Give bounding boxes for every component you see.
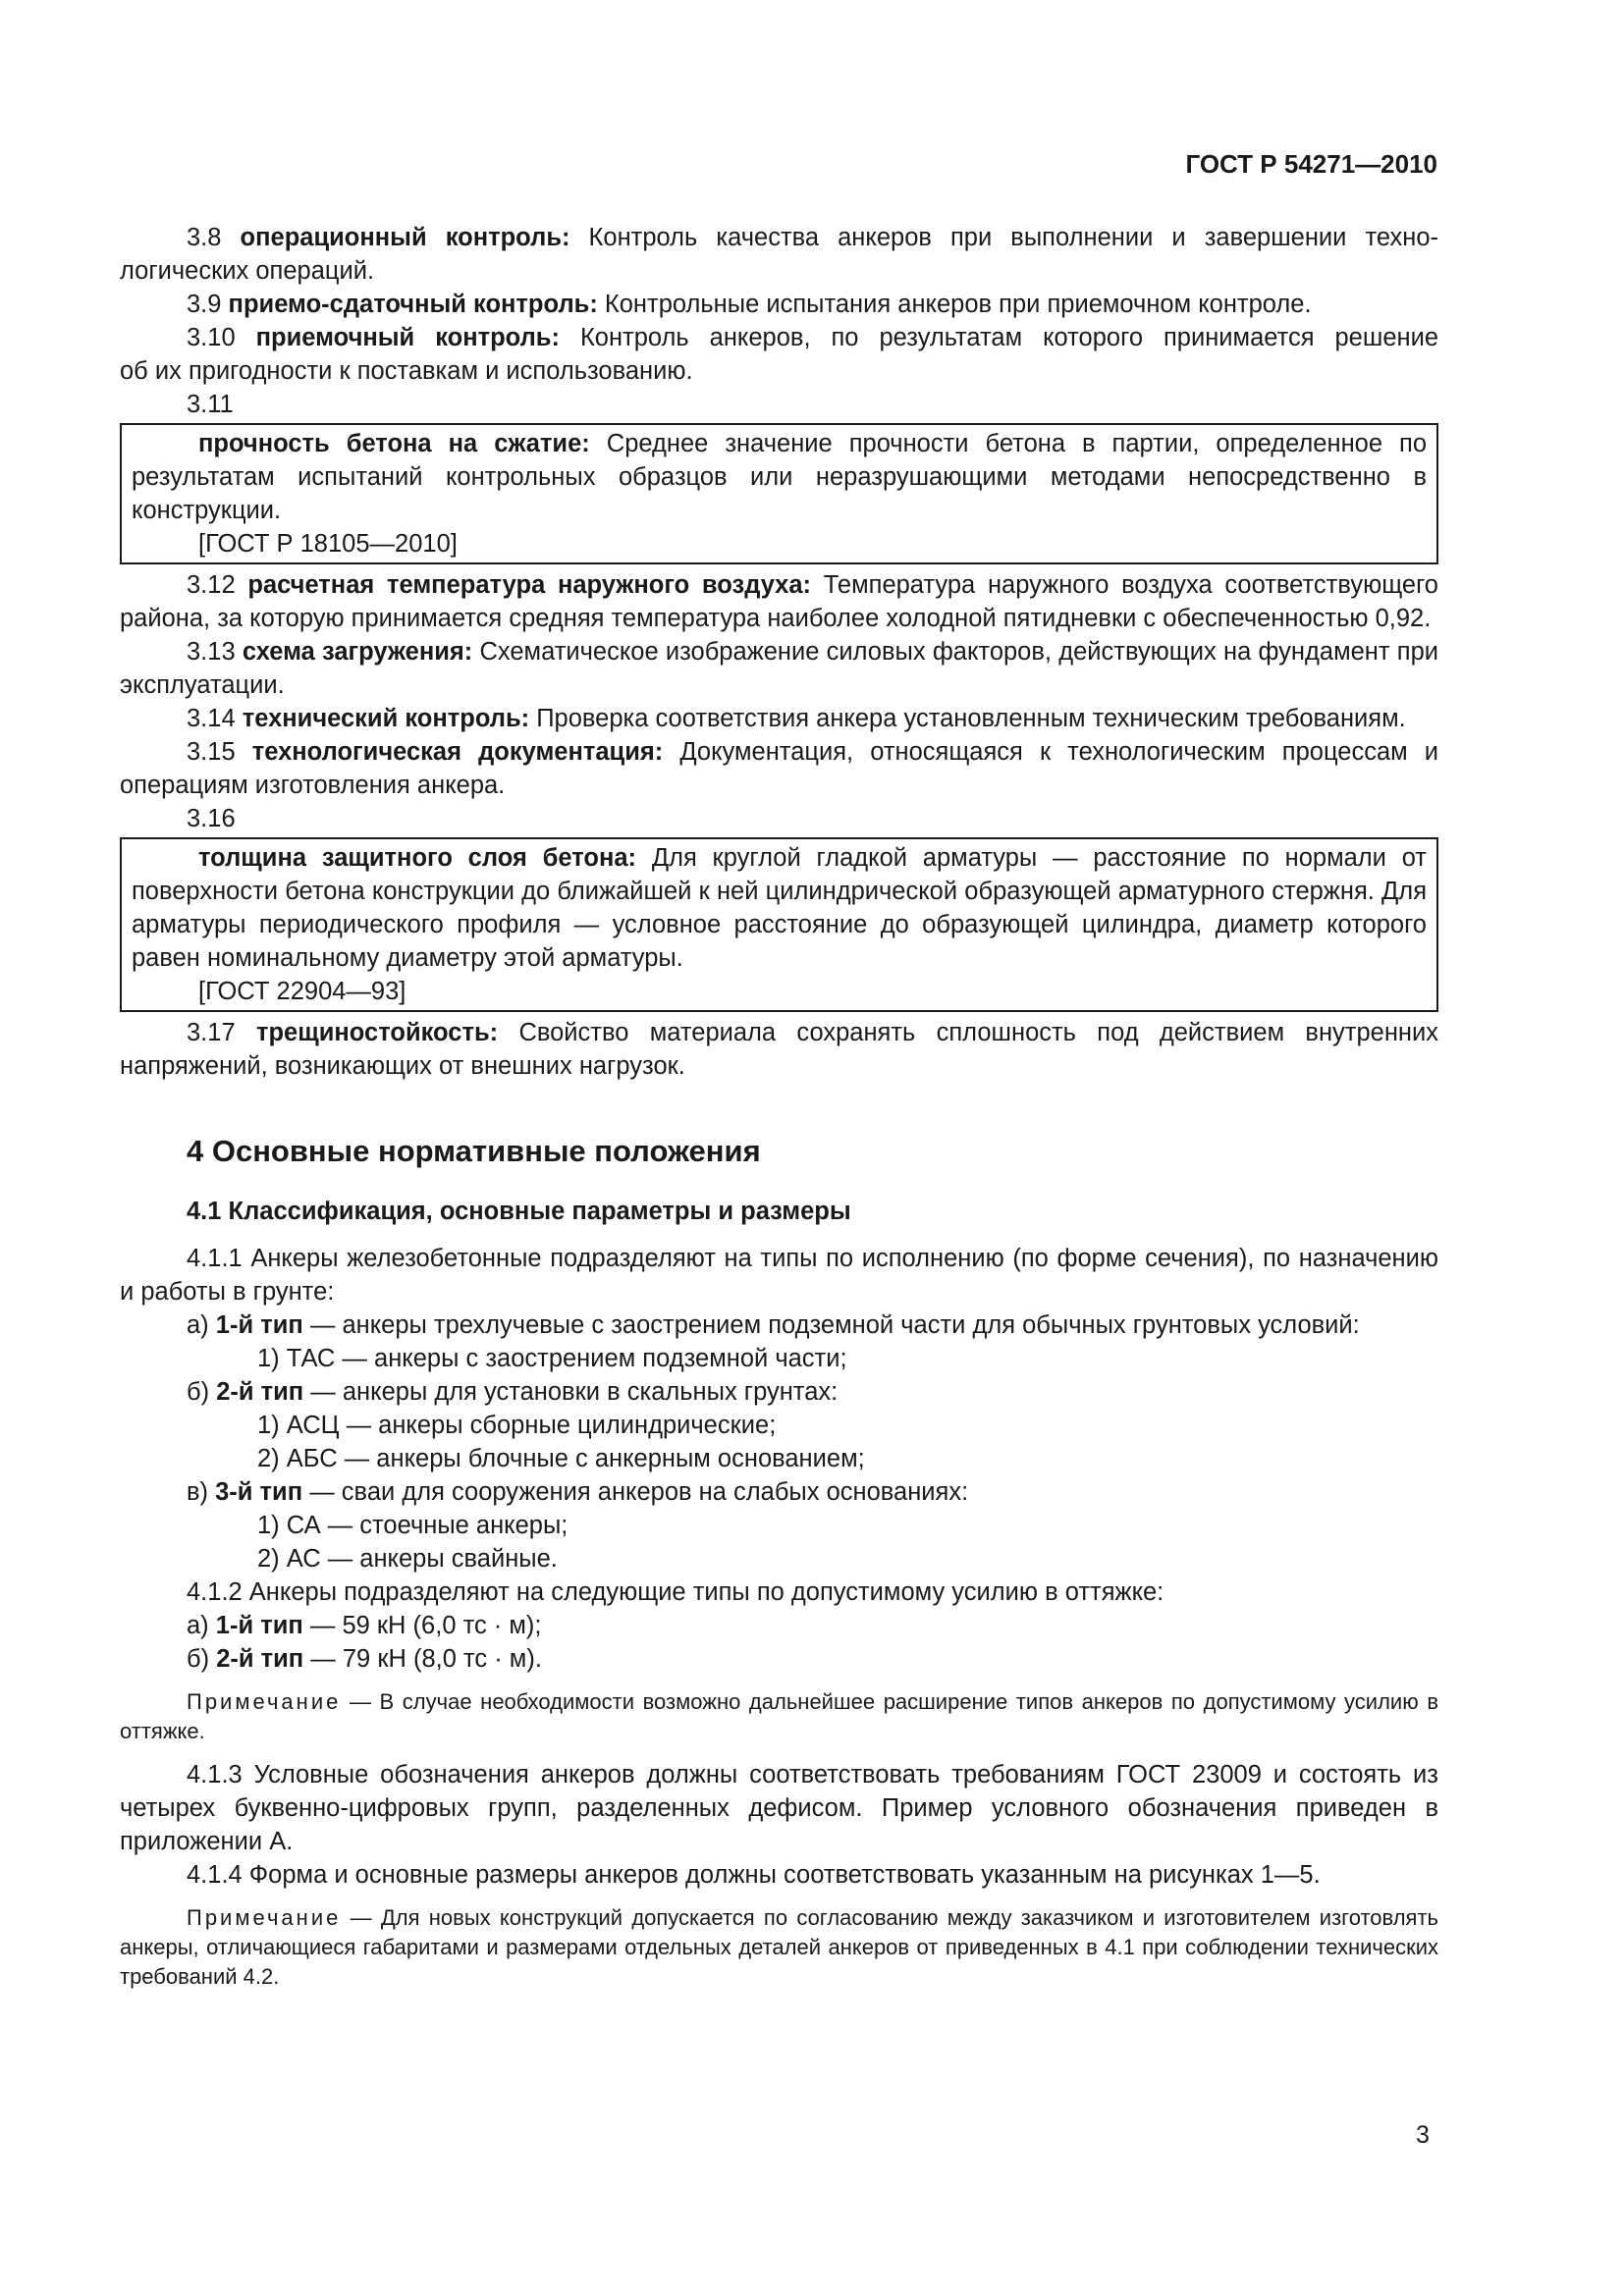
list-item-type-1: а) 1-й тип — анкеры трехлучевые с заострением подземной части для обычных грунтовых условий: (187, 1311, 1360, 1339)
term-3-11-reference: [ГОСТ Р 18105—2010] (198, 530, 458, 558)
term-3-15: 3.15 технологическая документация: Документация, относящаяся к технологическим процессам и операциям изготовления анкера. (120, 738, 1438, 799)
term-3-12: 3.12 расчетная температура наружного воздуха: Температура наружного воздуха соответствующего района, за которую принимается средняя температура наиболее холодной пятидневки с обеспеченностью 0,92. (120, 571, 1438, 632)
list-item-type-2: б) 2-й тип — анкеры для установки в скальных грунтах: (187, 1378, 839, 1406)
term-3-16-box (120, 837, 1438, 1012)
list-subitem-abs: 2) АБС — анкеры блочные с анкерным основанием; (257, 1445, 865, 1472)
term-3-13: 3.13 схема загружения: Схематическое изображение силовых факторов, действующих на фундамент при эксплуатации. (120, 638, 1438, 699)
section-4-heading: 4 Основные нормативные положения (187, 1134, 761, 1168)
list-subitem-as: 2) АС — анкеры свайные. (257, 1545, 558, 1573)
list-subitem-sa: 1) СА — стоечные анкеры; (257, 1512, 568, 1539)
term-3-8: 3.8 операционный контроль: Контроль качества анкеров при выполнении и завершении техно- (187, 224, 1438, 251)
page-content (120, 221, 1438, 2003)
list-item-type-3: в) 3-й тип — сваи для сооружения анкеров на слабых основаниях: (187, 1478, 969, 1506)
term-3-16-reference: [ГОСТ 22904—93] (198, 978, 406, 1005)
note-1: Примечание — В случае необходимости возможно дальнейшее расширение типов анкеров по допустимому усилию в оттяжке. (120, 1689, 1438, 1743)
term-3-8-cont: логических операций. (120, 257, 375, 285)
term-3-9: 3.9 приемо-сдаточный контроль: Контрольные испытания анкеров при приемочном контроле. (187, 291, 1312, 318)
list-subitem-asc: 1) АСЦ — анкеры сборные цилиндрические; (257, 1412, 777, 1439)
clause-4-1-4: 4.1.4 Форма и основные размеры анкеров должны соответствовать указанным на рисунках 1—5. (187, 1861, 1321, 1889)
term-3-11-number: 3.11 (187, 391, 234, 418)
term-3-10-cont: об их пригодности к поставкам и использованию. (120, 357, 693, 385)
subsection-4-1-heading: 4.1 Классификация, основные параметры и размеры (187, 1198, 851, 1225)
clause-4-1-1: 4.1.1 Анкеры железобетонные подразделяют на типы по исполнению (по форме сечения), по назначению и работы в грунте: (120, 1245, 1438, 1306)
load-type-1: а) 1-й тип — 59 кН (6,0 тс · м); (187, 1612, 542, 1639)
term-3-16-number: 3.16 (187, 805, 236, 832)
load-type-2: б) 2-й тип — 79 кН (8,0 тс · м). (187, 1645, 542, 1673)
document-code-header: ГОСТ Р 54271—2010 (1185, 149, 1437, 179)
term-3-17: 3.17 трещиностойкость: Свойство материала сохранять сплошность под действием внутренних напряжений, возникающих от внешних нагрузок. (120, 1019, 1438, 1080)
term-3-11: прочность бетона на сжатие: Среднее значение прочности бетона в партии, определенное по результатам испытаний контрольных образцов или неразрушающими методами непосредственно в конструкции. (132, 430, 1427, 524)
term-3-10: 3.10 приемочный контроль: Контроль анкеров, по результатам которого принимается решение (187, 324, 1439, 351)
clause-4-1-3: 4.1.3 Условные обозначения анкеров должны соответствовать требованиям ГОСТ 23009 и состоять из четырех буквенно-цифровых групп, разделенных дефисом. Пример условного обозначения приведен в приложении А. (120, 1761, 1438, 1855)
note-2: Примечание — Для новых конструкций допускается по согласованию между заказчиком и изготовителем изготовлять анкеры, отличающиеся габаритами и размерами отдельных деталей анкеров от приведенных в 4.1 при соблюдении технических требований 4.2. (120, 1905, 1438, 1989)
term-3-16: толщина защитного слоя бетона: Для круглой гладкой арматуры — расстояние по нормали от поверхности бетона конструкции до ближайшей к ней цилиндрической образующей арматурного стержня. Для арматуры периодического профиля — условное расстояние до образующей цилиндра, диаметр которого равен номинальному диаметру этой арматуры. (132, 844, 1427, 972)
term-3-14: 3.14 технический контроль: Проверка соответствия анкера установленным техническим требованиям. (187, 705, 1406, 732)
clause-4-1-2: 4.1.2 Анкеры подразделяют на следующие типы по допустимому усилию в оттяжке: (187, 1578, 1164, 1606)
page-number: 3 (1416, 2121, 1430, 2149)
term-3-11-box (120, 423, 1438, 564)
list-subitem-tas: 1) ТАС — анкеры с заострением подземной части; (257, 1345, 847, 1372)
